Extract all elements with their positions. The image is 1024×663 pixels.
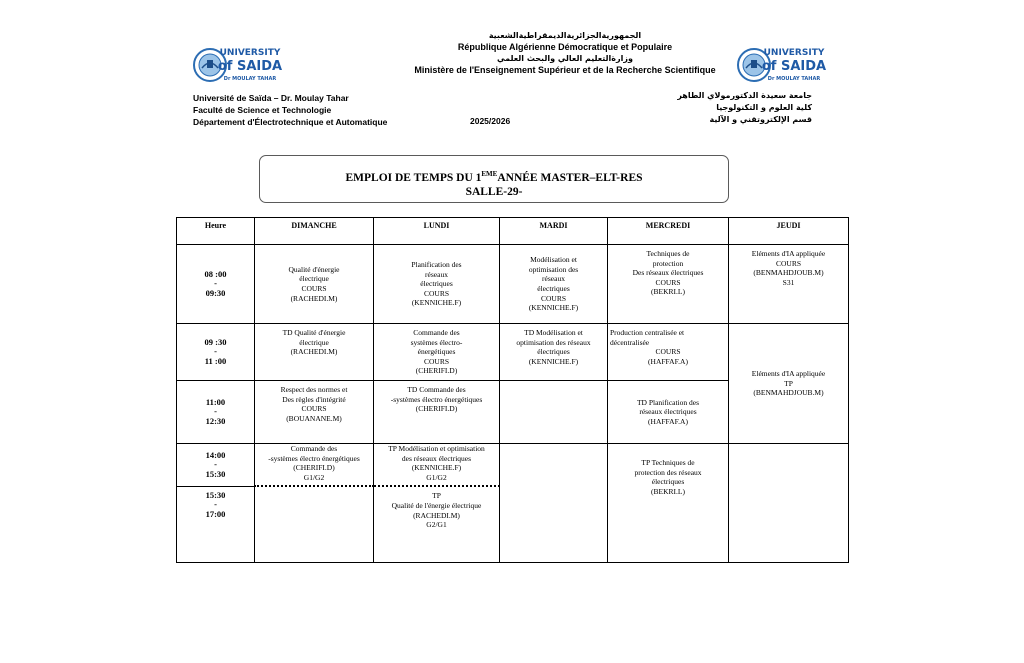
faculty-name-arabic: كلية العلوم و التكنولوجيا xyxy=(716,103,812,112)
institution-info-left xyxy=(193,92,387,128)
slot-wednesday-3 xyxy=(608,381,729,444)
cell-text-line: électrique xyxy=(299,274,329,284)
svg-text:UNIVERSITY: UNIVERSITY xyxy=(219,48,281,58)
svg-text:of SAIDA: of SAIDA xyxy=(217,59,282,74)
cell-text-line: COURS xyxy=(655,277,681,287)
university-name: Université de Saïda – Dr. Moulay Tahar xyxy=(193,93,349,103)
cell-text-line: (BOUANANE.M) xyxy=(286,413,342,423)
cell-text-line: énergétiques xyxy=(417,347,456,357)
cell-text-line: (RACHEDI.M) xyxy=(413,510,460,520)
arabic-ministry-line: وزارةالتعليم العالي والبحث العلمي xyxy=(497,54,633,63)
slot-tuesday-4 xyxy=(500,444,608,563)
col-header-sunday: DIMANCHE xyxy=(255,218,374,245)
slot-monday-4 xyxy=(374,444,500,487)
cell-text-line: 14:00 xyxy=(205,449,226,460)
cell-text-line: TD Modélisation et xyxy=(524,328,583,337)
cell-text-line: électrique xyxy=(299,337,329,347)
col-header-thursday: JEUDI xyxy=(729,218,849,245)
cell-text-line: 12:30 xyxy=(205,415,226,426)
cell-text-line: électriques xyxy=(651,477,685,487)
cell-text-line: - xyxy=(214,499,217,510)
cell-text-line: 08 :00 xyxy=(204,268,227,279)
cell-text-line: systèmes électro- xyxy=(410,337,463,347)
faculty-name: Faculté de Science et Technologie xyxy=(193,105,332,115)
ministry-header xyxy=(330,30,800,76)
cell-text-line: des réseaux électriques xyxy=(401,453,472,463)
cell-text-line: Respect des normes et xyxy=(280,385,348,394)
cell-text-line: 17:00 xyxy=(205,509,226,520)
title-room: SALLE-29- xyxy=(465,185,523,198)
cell-text-line: Production centralisée et xyxy=(610,328,685,337)
cell-text-line: Des réseaux électriques xyxy=(632,268,704,278)
slot-tuesday-1 xyxy=(500,245,608,324)
cell-text-line: électriques xyxy=(537,347,570,357)
department-name-arabic: قسم الإلكتروتقني و الآلية xyxy=(709,115,812,124)
institution-info-right xyxy=(677,90,812,126)
cell-text-line: G2/G1 xyxy=(426,520,447,530)
slot-wednesday-1 xyxy=(608,245,729,324)
arabic-republic-line: الجمهوريةالجزائريةالديمقراطيةالشعبية xyxy=(488,31,642,40)
cell-text-line: 09 :30 xyxy=(204,336,227,347)
cell-text-line: 15:30 xyxy=(205,468,226,479)
hour-slot-2 xyxy=(177,324,255,381)
col-header-hour: Heure xyxy=(177,218,255,245)
republic-line: République Algérienne Démocratique et Populaire xyxy=(457,41,673,52)
cell-text-line: Des règles d'intégrité xyxy=(282,394,346,404)
title-line-1 xyxy=(260,167,728,185)
cell-text-line: Qualité de l'énergie électrique xyxy=(391,500,482,510)
slot-sunday-3 xyxy=(255,381,374,444)
cell-text-line: COURS xyxy=(301,404,327,414)
university-seal-icon xyxy=(192,42,282,88)
cell-text-line: (KENNICHE.F) xyxy=(411,298,462,308)
cell-text-line: TP Modélisation et optimisation xyxy=(388,444,485,453)
cell-text-line: réseaux électriques xyxy=(639,407,697,417)
slot-monday-3 xyxy=(374,381,500,444)
cell-text-line: COURS xyxy=(423,356,449,366)
hour-slot-1 xyxy=(177,245,255,324)
slot-thursday-1 xyxy=(729,245,849,324)
cell-text-line: Eléments d'IA appliquée xyxy=(751,369,826,379)
slot-thursday-2-3 xyxy=(729,324,849,444)
svg-text:Dr MOULAY TAHAR: Dr MOULAY TAHAR xyxy=(767,76,821,82)
cell-text-line: optimisation des xyxy=(528,264,579,274)
svg-text:Dr MOULAY TAHAR: Dr MOULAY TAHAR xyxy=(223,76,277,82)
cell-text-line: réseaux xyxy=(542,274,565,284)
schedule-title xyxy=(259,155,729,203)
cell-text-line: électriques xyxy=(537,284,570,293)
table-row xyxy=(177,444,849,487)
hour-slot-3 xyxy=(177,381,255,444)
cell-text-line: protection xyxy=(652,258,684,268)
table-row xyxy=(177,245,849,324)
cell-text-line: 15:30 xyxy=(205,489,226,500)
cell-text-line: COURS xyxy=(301,284,327,293)
col-header-monday: LUNDI xyxy=(374,218,500,245)
cell-text-line: Commande des xyxy=(290,444,338,453)
cell-text-line: -systèmes électro énergétiques xyxy=(268,453,360,463)
svg-text:of SAIDA: of SAIDA xyxy=(761,59,826,74)
cell-text-line: COURS xyxy=(423,288,449,298)
cell-text-line: S31 xyxy=(782,277,795,287)
slot-sunday-1 xyxy=(255,245,374,324)
title-part-2: ANNÉE MASTER–ELT-RES xyxy=(497,171,643,184)
cell-text-line: (CHERIFI.D) xyxy=(415,404,458,414)
cell-text-line: - xyxy=(214,278,217,289)
cell-text-line: (KENNICHE.F) xyxy=(411,463,462,473)
cell-text-line: (KENNICHE.F) xyxy=(528,356,579,366)
cell-text-line: - xyxy=(214,406,217,417)
department-name: Département d'Électrotechnique et Automatique xyxy=(193,117,388,127)
title-superscript: EME xyxy=(481,170,498,178)
slot-sunday-4 xyxy=(255,444,374,487)
slot-tuesday-2 xyxy=(500,324,608,381)
slot-wednesday-2 xyxy=(608,324,729,381)
academic-year: 2025/2026 xyxy=(470,116,511,126)
ministry-line: Ministère de l'Enseignement Supérieur et de la Recherche Scientifique xyxy=(414,64,716,75)
cell-text-line: Commande des xyxy=(413,328,460,337)
cell-text-line: Qualité d'énergie xyxy=(288,264,340,274)
cell-text-line: TD Commande des xyxy=(407,385,466,394)
cell-text-line: Modélisation et xyxy=(530,255,577,265)
slot-wednesday-4-5 xyxy=(608,444,729,563)
slot-monday-1 xyxy=(374,245,500,324)
cell-text-line: 11:00 xyxy=(205,396,226,407)
university-name-arabic: جامعة سعيدة الدكتورمولاي الطاهر xyxy=(677,91,812,100)
cell-text-line: (HAFFAF.A) xyxy=(648,416,688,426)
cell-text-line: 09:30 xyxy=(205,287,226,298)
cell-text-line: (CHERIFI.D) xyxy=(415,366,458,376)
cell-text-line: 11 :00 xyxy=(204,355,227,366)
cell-text-line: COURS xyxy=(540,293,566,303)
svg-text:UNIVERSITY: UNIVERSITY xyxy=(763,48,825,58)
cell-text-line: (KENNICHE.F) xyxy=(528,303,579,313)
cell-text-line: (RACHEDI.M) xyxy=(290,347,338,357)
hour-slot-5 xyxy=(177,486,255,562)
slot-monday-5 xyxy=(374,486,500,562)
cell-text-line: Planification des xyxy=(411,260,462,270)
cell-text-line: Techniques de xyxy=(646,249,690,258)
timetable xyxy=(176,217,849,563)
cell-text-line: réseaux xyxy=(425,269,448,279)
title-part-1: EMPLOI DE TEMPS DU 1 xyxy=(345,171,482,184)
cell-text-line: G1/G2 xyxy=(303,472,325,482)
table-row xyxy=(177,324,849,381)
header-row xyxy=(177,218,849,245)
cell-text-line: (CHERIFI.D) xyxy=(293,463,335,473)
cell-text-line: TP xyxy=(432,491,441,501)
cell-text-line: - xyxy=(214,346,217,357)
cell-text-line: COURS xyxy=(775,258,801,268)
cell-text-line: (BEKRI.L) xyxy=(651,287,685,297)
cell-text-line: (BENMAHDJOUB.M) xyxy=(753,268,824,278)
cell-text-line: protection des réseaux xyxy=(634,467,702,477)
cell-text-line: (HAFFAF.A) xyxy=(648,356,688,366)
cell-text-line: G1/G2 xyxy=(426,472,447,482)
slot-sunday-5 xyxy=(255,486,374,562)
cell-text-line: TD Qualité d'énergie xyxy=(282,328,346,337)
cell-text-line: (RACHEDI.M) xyxy=(290,293,338,303)
cell-text-line: - xyxy=(214,459,217,470)
cell-text-line: TP xyxy=(784,378,793,388)
cell-text-line: électriques xyxy=(420,279,453,289)
cell-text-line: TP Techniques de xyxy=(641,458,695,467)
cell-text-line: (BEKRI.L) xyxy=(651,486,685,496)
cell-text-line: Eléments d'IA appliquée xyxy=(751,249,826,258)
cell-text-line: TD Planification des xyxy=(636,397,700,407)
cell-text-line: décentralisée xyxy=(610,337,650,347)
university-logo-left xyxy=(192,42,282,93)
slot-tuesday-3 xyxy=(500,381,608,444)
hour-slot-4 xyxy=(177,444,255,487)
cell-text-line: -systèmes électro énergétiques xyxy=(390,394,483,404)
slot-thursday-4-5 xyxy=(729,444,849,563)
cell-text-line: (BENMAHDJOUB.M) xyxy=(753,388,824,398)
cell-text-line: optimisation des réseaux xyxy=(516,337,591,347)
slot-monday-2 xyxy=(374,324,500,381)
slot-sunday-2 xyxy=(255,324,374,381)
col-header-wednesday: MERCREDI xyxy=(608,218,729,245)
col-header-tuesday: MARDI xyxy=(500,218,608,245)
cell-text-line: COURS xyxy=(655,347,681,357)
